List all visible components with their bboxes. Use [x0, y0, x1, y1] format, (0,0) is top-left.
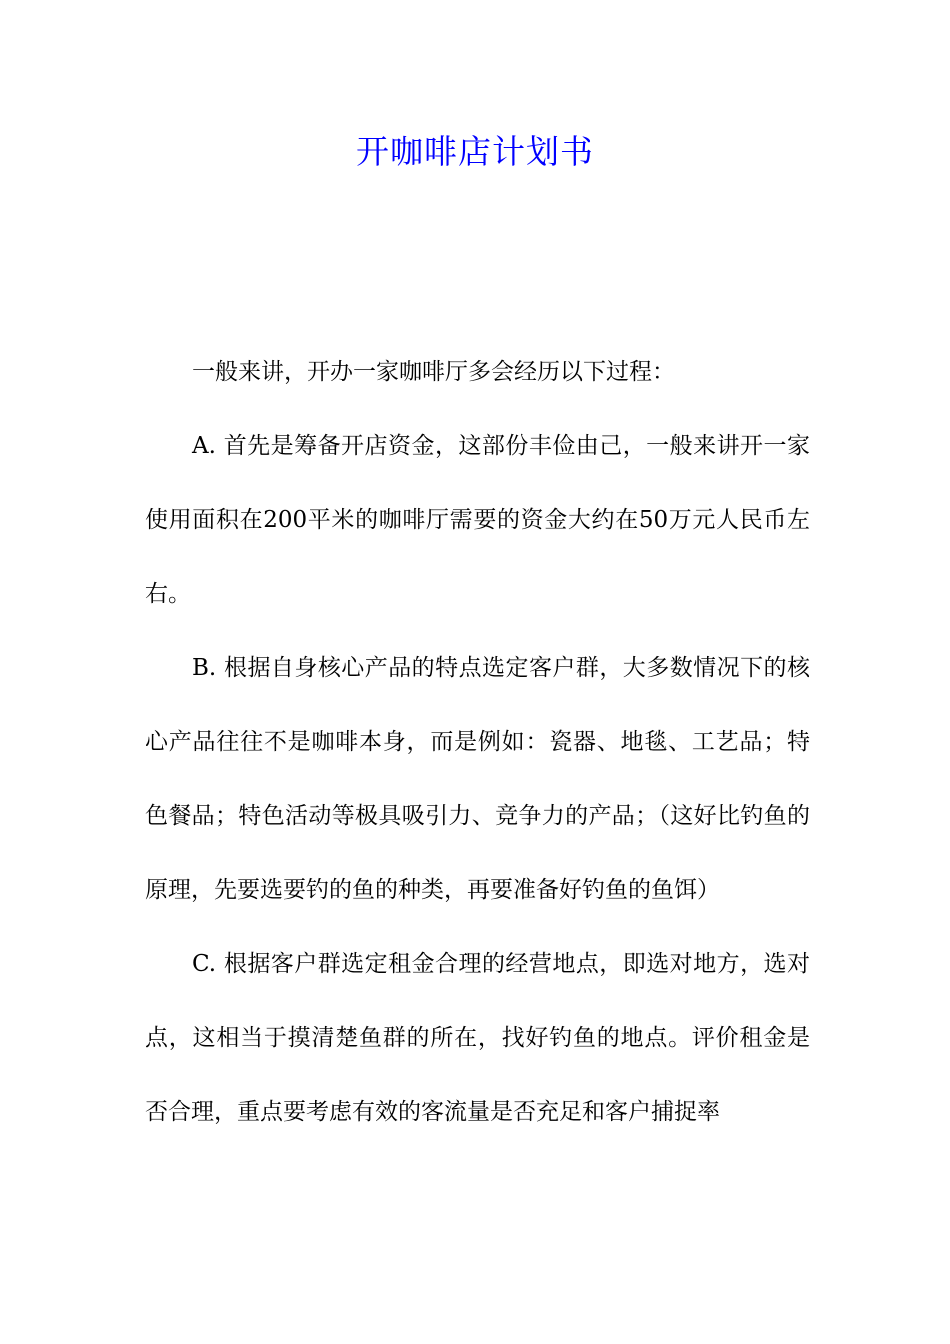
document-title: 开咖啡店计划书: [356, 132, 594, 171]
paragraph-b: B. 根据自身核心产品的特点选定客户群，大多数情况下的核心产品往往不是咖啡本身，而是例如：瓷器、地毯、工艺品；特色餐品；特色活动等极具吸引力、竞争力的产品；（这好比钓鱼的原理，先要选要钓的鱼的种类，再要准备好钓鱼的鱼饵）: [145, 655, 810, 903]
paragraph-a: A. 首先是筹备开店资金，这部份丰俭由己，一般来讲开一家使用面积在200平米的咖啡厅需要的资金大约在50万元人民币左右。: [145, 433, 810, 607]
paragraph-intro: 一般来讲，开办一家咖啡厅多会经历以下过程：: [192, 359, 675, 385]
document-body: [145, 335, 810, 1149]
paragraph-c: C. 根据客户群选定租金合理的经营地点，即选对地方，选对点，这相当于摸清楚鱼群的所在，找好钓鱼的地点。评价租金是否合理，重点要考虑有效的客流量是否充足和客户捕捉率: [145, 951, 810, 1125]
